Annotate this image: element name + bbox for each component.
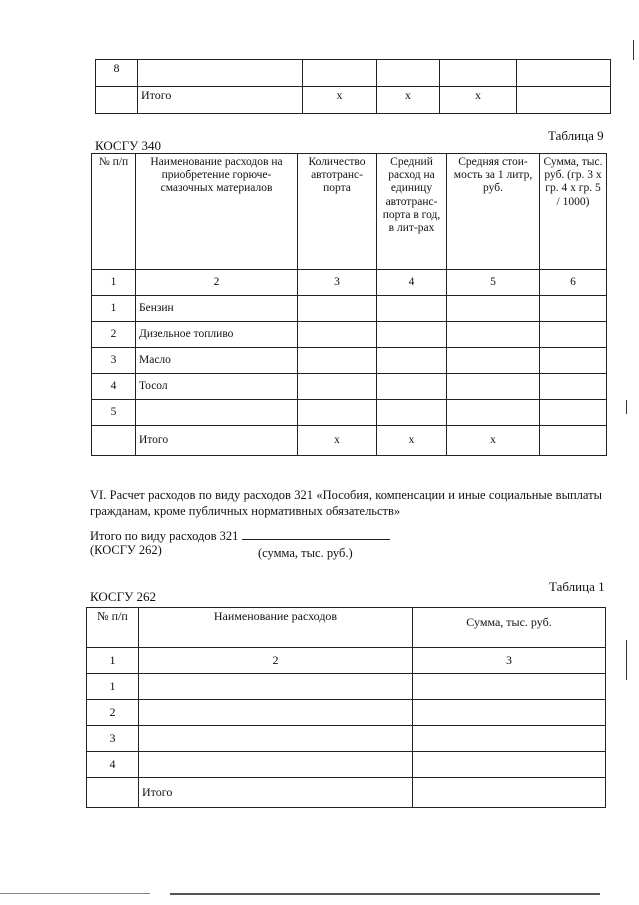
table-row-total xyxy=(92,426,607,456)
cell-name xyxy=(139,674,413,700)
total-line-label: Итого по виду расходов 321 xyxy=(90,529,239,543)
table-header-row xyxy=(87,608,606,648)
cell xyxy=(540,400,607,426)
cell xyxy=(447,322,540,348)
cell-name xyxy=(139,726,413,752)
cell xyxy=(447,374,540,400)
scan-edge-mark xyxy=(626,400,627,414)
sum-caption: (сумма, тыс. руб.) xyxy=(258,546,353,560)
col-number: 4 xyxy=(377,270,447,296)
col-number: 6 xyxy=(540,270,607,296)
cell-sum xyxy=(413,752,606,778)
cell xyxy=(298,400,377,426)
col-number: 5 xyxy=(447,270,540,296)
table-row xyxy=(96,60,611,87)
header-num: № п/п xyxy=(92,154,136,270)
table-9 xyxy=(91,153,607,456)
table-row xyxy=(92,296,607,322)
cell xyxy=(447,400,540,426)
cell-num xyxy=(92,426,136,456)
cell-sum xyxy=(413,700,606,726)
cell: х xyxy=(298,426,377,456)
cell-sum xyxy=(413,778,606,808)
header-quantity: Количество автотранс-порта xyxy=(298,154,377,270)
scan-edge-mark xyxy=(626,640,627,680)
cell-num: 8 xyxy=(96,60,138,87)
cell-name: Бензин xyxy=(136,296,298,322)
table-header-row xyxy=(92,154,607,270)
scan-bottom-line xyxy=(0,893,150,894)
table-row xyxy=(87,674,606,700)
col-number: 1 xyxy=(87,648,139,674)
cell-num: 2 xyxy=(87,700,139,726)
cell xyxy=(377,322,447,348)
cell-name: Масло xyxy=(136,348,298,374)
cell-sum xyxy=(413,726,606,752)
cell-name xyxy=(138,60,303,87)
cell-name xyxy=(139,700,413,726)
kosgu-262-paren: (КОСГУ 262) xyxy=(90,543,162,557)
cell xyxy=(517,87,611,114)
kosgu-262-label: КОСГУ 262 xyxy=(90,589,157,604)
table-row xyxy=(87,726,606,752)
table-row xyxy=(92,400,607,426)
header-avg-consumption: Средний расход на единицу автотранс-порта в год, в лит-рах xyxy=(377,154,447,270)
cell xyxy=(298,296,377,322)
cell xyxy=(377,400,447,426)
cell xyxy=(540,374,607,400)
kosgu-340-label: КОСГУ 340 xyxy=(95,138,162,153)
cell xyxy=(298,348,377,374)
cell xyxy=(377,374,447,400)
cell: х xyxy=(447,426,540,456)
table-row-total xyxy=(96,87,611,114)
col-number: 2 xyxy=(136,270,298,296)
cell xyxy=(377,348,447,374)
table-1 xyxy=(86,607,606,808)
cell: х xyxy=(440,87,517,114)
cell xyxy=(377,60,440,87)
col-number: 1 xyxy=(92,270,136,296)
cell: х xyxy=(377,426,447,456)
cell xyxy=(377,296,447,322)
cell-num: 3 xyxy=(87,726,139,752)
cell xyxy=(303,60,377,87)
cell xyxy=(447,348,540,374)
column-number-row xyxy=(92,270,607,296)
header-avg-cost: Средняя стои-мость за 1 литр, руб. xyxy=(447,154,540,270)
cell xyxy=(540,296,607,322)
cell-name: Итого xyxy=(138,87,303,114)
cell xyxy=(540,348,607,374)
col-number: 2 xyxy=(139,648,413,674)
cell-sum xyxy=(413,674,606,700)
table-row xyxy=(87,700,606,726)
column-number-row xyxy=(87,648,606,674)
cell-name: Итого xyxy=(136,426,298,456)
header-name: Наименование расходов на приобретение горюче-смазочных материалов xyxy=(136,154,298,270)
cell-num xyxy=(96,87,138,114)
cell-name xyxy=(139,752,413,778)
cell-num: 2 xyxy=(92,322,136,348)
total-line xyxy=(90,529,390,544)
header-sum: Сумма, тыс. руб. (гр. 3 х гр. 4 х гр. 5 / 1000) xyxy=(540,154,607,270)
table-row xyxy=(87,752,606,778)
cell-name: Тосол xyxy=(136,374,298,400)
col-number: 3 xyxy=(298,270,377,296)
cell-num: 4 xyxy=(87,752,139,778)
cell xyxy=(298,322,377,348)
scan-bottom-line xyxy=(170,893,600,895)
table-row xyxy=(92,374,607,400)
table-row xyxy=(92,322,607,348)
table-row xyxy=(92,348,607,374)
cell: х xyxy=(377,87,440,114)
sum-input-line[interactable] xyxy=(242,529,390,540)
cell-name: Дизельное топливо xyxy=(136,322,298,348)
cell-num: 1 xyxy=(92,296,136,322)
cell-name xyxy=(136,400,298,426)
cell xyxy=(298,374,377,400)
table-top-continuation xyxy=(95,59,611,114)
cell-name: Итого xyxy=(139,778,413,808)
cell xyxy=(540,426,607,456)
cell-num: 4 xyxy=(92,374,136,400)
table-row-total xyxy=(87,778,606,808)
table-9-label: Таблица 9 xyxy=(548,128,604,143)
header-num: № п/п xyxy=(87,608,139,648)
header-sum: Сумма, тыс. руб. xyxy=(413,608,606,648)
cell-num xyxy=(87,778,139,808)
cell xyxy=(440,60,517,87)
cell xyxy=(540,322,607,348)
col-number: 3 xyxy=(413,648,606,674)
table-1-label: Таблица 1 xyxy=(549,579,605,594)
header-name: Наименование расходов xyxy=(139,608,413,648)
cell-num: 5 xyxy=(92,400,136,426)
section-vi-heading: VI. Расчет расходов по виду расходов 321 «Пособия, компенсации и иные социальные выплаты гражданам, кроме публичных нормативных обязательств» xyxy=(90,488,602,519)
cell: х xyxy=(303,87,377,114)
cell-num: 1 xyxy=(87,674,139,700)
scan-edge-mark xyxy=(633,40,634,60)
cell xyxy=(447,296,540,322)
cell-num: 3 xyxy=(92,348,136,374)
cell xyxy=(517,60,611,87)
